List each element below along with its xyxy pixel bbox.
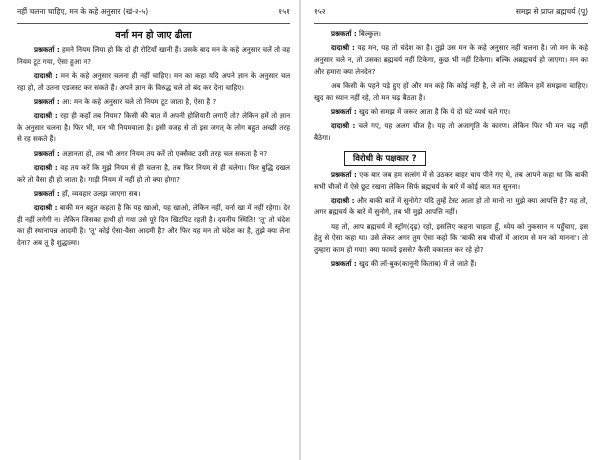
paragraph — [314, 169, 588, 192]
section-title: वर्ना मन हो जाए ढीला — [115, 30, 192, 41]
speaker-label: प्रश्नकर्ता : — [331, 29, 357, 38]
left-header-title: नहीं चलना चाहिए, मन के कहे अनुसार (खं-२-५) — [17, 7, 149, 16]
paragraph — [314, 221, 588, 256]
paragraph — [17, 44, 290, 67]
speaker-label: प्रश्नकर्ता : — [34, 96, 60, 106]
right-header-title: समझ से प्राप्त ब्रह्मचर्य (पू) — [515, 7, 588, 16]
paragraph-text: रहा ही कहाँ तब नियम? किसी की बात में अपनी होशियारी लगाएँ तो? लेकिन हमें तो ज्ञान के अनुसार चलना है। फिर भी, मन भी नियमवाला है। इसी वजह से तो इस जगत् के लोग बहुत अच्छी तरह से रह सकते हैं। — [17, 111, 291, 144]
paragraph-text: हमने नियम लिया हो कि दो ही रोटियाँ खानी हैं। उसके बाद मन के कहे अनुसार चलें तो वह नियम टूट गया, ऐसा हुआ न? — [17, 45, 290, 66]
speaker-label: दादाश्री : — [34, 111, 58, 121]
paragraph — [17, 202, 290, 249]
paragraph — [17, 70, 290, 93]
speaker-label: प्रश्नकर्ता : — [34, 148, 60, 158]
paragraph-text: खुद की लॉ-बुक(कानूनी किताब) में ले जाते हैं। — [356, 259, 477, 269]
speaker-label: दादाश्री : — [34, 162, 58, 172]
right-running-header — [314, 3, 588, 24]
left-running-header — [17, 3, 290, 24]
paragraph-text: मन के कहे अनुसार चलना ही नहीं चाहिए। मन का कहा यदि अपने ज्ञान के अनुसार चल रहा हो, तो उतना एडजस्ट कर सकते हैं। अपने ज्ञान के विरुद्ध चले तो बंद कर देना चाहिए। — [17, 70, 291, 92]
paragraph-text: खुद को समझ में जरूर आता है कि ये दो घंटे व्यर्थ चले गए। — [356, 106, 511, 116]
paragraph-text: चले गए, यह अलग चीज है। यह तो अजागृति के कारण। लेकिन फिर भी मन चढ़ नहीं बैठेगा। — [314, 120, 589, 142]
left-page-number: १५१ — [278, 7, 290, 16]
paragraph-text: अब किसी के पहने पड़े हुए हों और मन कहे कि कोई नहीं है, ले लो न! लेकिन हमें समझना चाहिए। खुद का ध्यान नहीं रहे, तो मन चढ़ बैठता है। — [314, 80, 588, 102]
speaker-label: दादाश्री : — [331, 195, 355, 205]
paragraph — [17, 96, 290, 108]
paragraph-text: हाँ, व्यवहार उलझ जाएगा सब। — [59, 188, 141, 198]
paragraph — [314, 42, 588, 77]
speaker-label: प्रश्नकर्ता : — [331, 259, 357, 269]
left-body — [17, 44, 290, 249]
right-body-top — [314, 28, 588, 143]
speaker-label: दादाश्री : — [331, 43, 355, 53]
paragraph — [17, 110, 290, 145]
paragraph — [314, 106, 588, 118]
right-page — [302, 0, 600, 460]
paragraph-text: बिल्कुल। — [356, 29, 381, 38]
right-body-bottom — [314, 169, 588, 270]
paragraph — [17, 148, 290, 160]
paragraph-text: यह तो, आप ब्रह्मचर्य में स्ट्रॉग(दृढ़) रहो, इसलिए कहना चाहता हूँ, ध्येय को नुकसान न पहुँचाए, इस हेतु से ऐसा कहा था। उसे लेकर अगर तुम ऐसा कहो कि 'बाकी सब चीजों में आराम से मन को मानना'। तो तुम्हारा काम हो गया! क्या फायदे इससे? कैसी वकालत कर रहे हो? — [314, 221, 588, 255]
paragraph-text: एक बार जब हम सत्संग में से उठकर बाहर चाय पीने गए थे, तब आपने कहा था कि बाकी सभी चीजों में ऐसे छूट रखना लेकिन सिर्फ ब्रह्मचर्य के बारे में कोई बात मत सुनना। — [314, 169, 589, 191]
speaker-label: प्रश्नकर्ता : — [34, 188, 60, 198]
speaker-label: दादाश्री : — [34, 202, 58, 212]
paragraph — [17, 162, 290, 185]
paragraph — [314, 195, 588, 218]
speaker-label: दादाश्री : — [34, 70, 58, 80]
paragraph-text: और बाकी बातें में सुनोगे? यदि तुम्हें टेस्ट आता हो तो मानो न! मुझे क्या आपत्ति है? यह तो, अगर ब्रह्मचर्य के बारे में सुनोगे, तब भी मुझे आपत्ति नहीं। — [314, 195, 588, 217]
right-page-number: १५२ — [314, 7, 326, 16]
paragraph-text: आ: मन के कहे अनुसार चले तो नियम टूट जाता है, ऐसा है ? — [59, 96, 217, 106]
paragraph-text: वह तय करें कि मुझे नियम से ही चलना है, तब फिर नियम से ही चलेगा। फिर बुद्धि दखल करे तो वैसा ही हो जाता है। गाड़ी नियम में नहीं हो तो क्या होगा? — [17, 162, 290, 184]
paragraph — [314, 120, 588, 143]
paragraph — [17, 188, 290, 200]
paragraph — [314, 80, 588, 103]
paragraph-text: यह मन, यह तो चंदेश का है। तुझे उस मन के कहे अनुसार नहीं चलना है। जो मन के कहे अनुसार चले न, तो उसका ब्रह्मचर्य नहीं टिकेगा, कुछ भी नहीं टिकेगा। बल्कि अब्रह्मचर्य हो जाएगा। मन का और हमारा क्या लेनदेन? — [314, 43, 589, 76]
left-page — [0, 0, 298, 460]
paragraph-text: अज्ञानता हो, तब भी अगर नियम तय करें तो एक्सैक्ट उसी तरह चल सकता है न? — [59, 148, 268, 158]
speaker-label: प्रश्नकर्ता : — [34, 45, 60, 54]
paragraph-text: बाकी मन बहुत कहता है कि यह खाओ, यह खाओ, लेकिन नहीं, वर्ना खा में नहीं रहेगा। देर ही नहीं लगेगी न। लेकिन जिसका हाथी हो गया उसे पूरे दिन खिटपिट रहती है। दयनीय स्थिति! 'तू' तो चंदेश का ही स्थानापन्न आदमी है। 'तू' कोई ऐसा-वैसा आदमी है? और फिर यह मन तो चंदेश का है, तुझे क्या लेना देना? अब तू है शुद्धात्मा। — [17, 202, 290, 248]
speaker-label: दादाश्री : — [331, 120, 356, 130]
book-gutter — [299, 0, 301, 460]
speaker-label: प्रश्नकर्ता : — [331, 169, 357, 179]
paragraph — [314, 28, 588, 40]
boxed-section-title: विरोधी के पक्षकार ? — [344, 151, 426, 166]
speaker-label: प्रश्नकर्ता : — [331, 106, 357, 116]
paragraph — [314, 258, 588, 270]
